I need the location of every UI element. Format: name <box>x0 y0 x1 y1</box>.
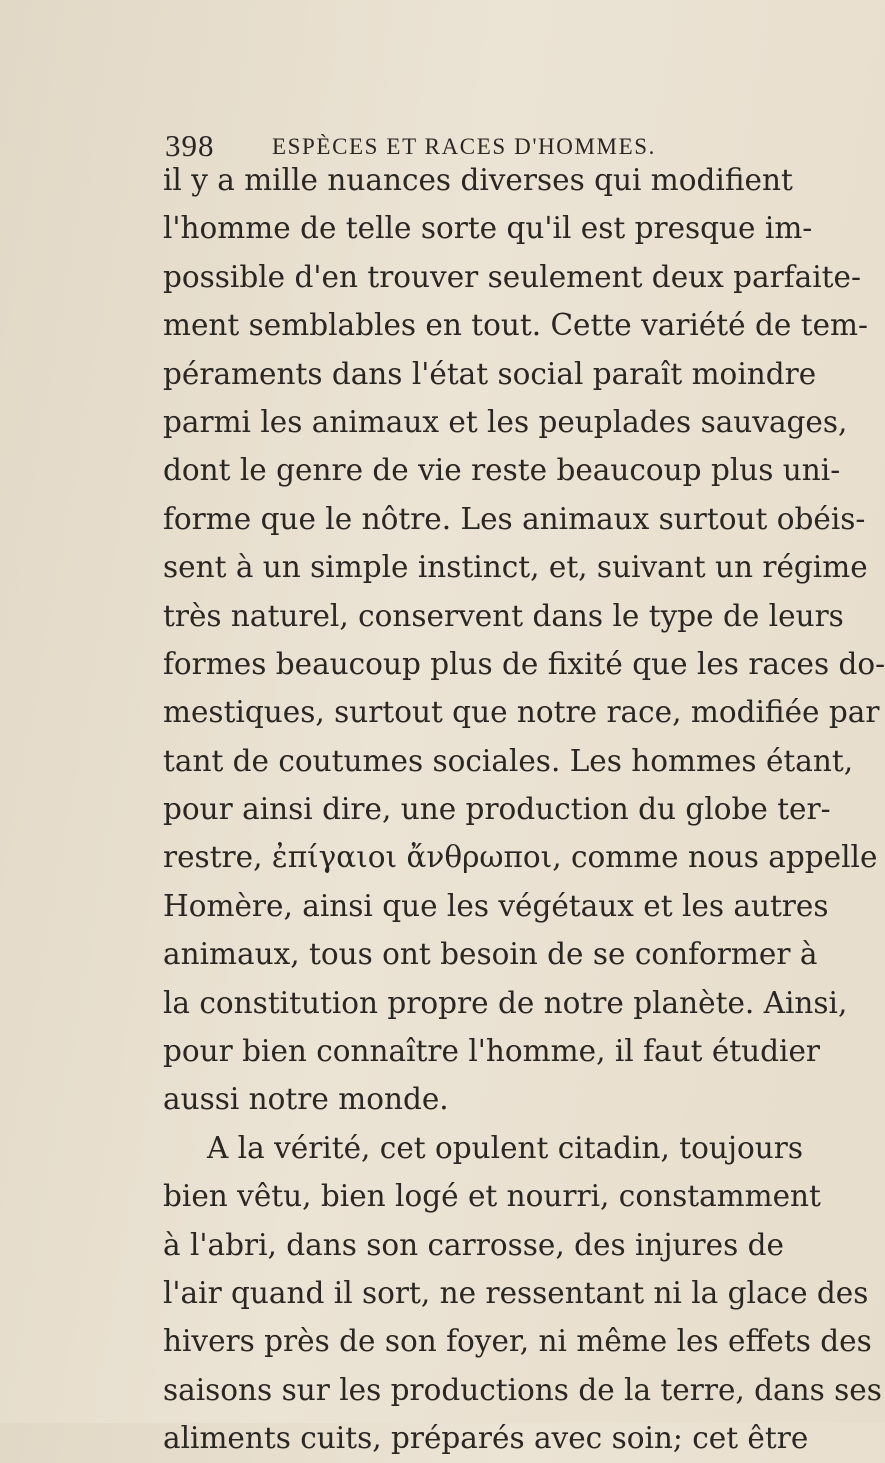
text-line: mestiques, surtout que notre race, modifiée par <box>163 695 880 730</box>
text-line: à l'abri, dans son carrosse, des injures de <box>163 1227 784 1262</box>
text-line: bien vêtu, bien logé et nourri, constamment <box>163 1179 821 1214</box>
text-line: Homère, ainsi que les végétaux et les autres <box>163 888 829 923</box>
paragraph-end-line: aussi notre monde. <box>163 1082 449 1117</box>
text-line: hivers près de son foyer, ni même les effets des <box>163 1324 872 1359</box>
paragraph-start-line: A la vérité, cet opulent citadin, toujours <box>207 1130 804 1165</box>
page-number: 398 <box>165 128 215 163</box>
text-line: restre, ἐπίγαιοι ἄνθρωποι, comme nous appelle <box>163 840 878 875</box>
text-line: possible d'en trouver seulement deux parfaite- <box>163 259 861 294</box>
text-line: parmi les animaux et les peuplades sauvages, <box>163 404 848 439</box>
text-line: animaux, tous ont besoin de se conformer à <box>163 937 818 972</box>
text-line: sent à un simple instinct, et, suivant un régime <box>163 550 868 585</box>
running-title: ESPÈCES ET RACES D'HOMMES. <box>272 134 656 159</box>
text-line: saisons sur les productions de la terre, dans ses <box>163 1372 882 1407</box>
text-line: dont le genre de vie reste beaucoup plus uni- <box>163 453 841 488</box>
text-line: l'homme de telle sorte qu'il est presque im- <box>163 211 813 246</box>
body-text <box>163 156 885 1463</box>
text-line: péraments dans l'état social paraît moindre <box>163 356 817 391</box>
text-line: pour bien connaître l'homme, il faut étudier <box>163 1034 821 1069</box>
text-line: la constitution propre de notre planète. Ainsi, <box>163 985 848 1020</box>
text-line: ment semblables en tout. Cette variété de tem- <box>163 308 868 343</box>
text-line: forme que le nôtre. Les animaux surtout obéis- <box>163 501 866 536</box>
text-line: aliments cuits, préparés avec soin; cet être <box>163 1421 809 1456</box>
text-line: pour ainsi dire, une production du globe ter- <box>163 792 831 827</box>
text-line: tant de coutumes sociales. Les hommes étant, <box>163 743 854 778</box>
text-line: très naturel, conservent dans le type de leurs <box>163 598 844 633</box>
text-line: formes beaucoup plus de fixité que les races do- <box>163 646 885 681</box>
text-line: il y a mille nuances diverses qui modifient <box>163 163 793 197</box>
text-line: l'air quand il sort, ne ressentant ni la glace des <box>163 1275 869 1310</box>
